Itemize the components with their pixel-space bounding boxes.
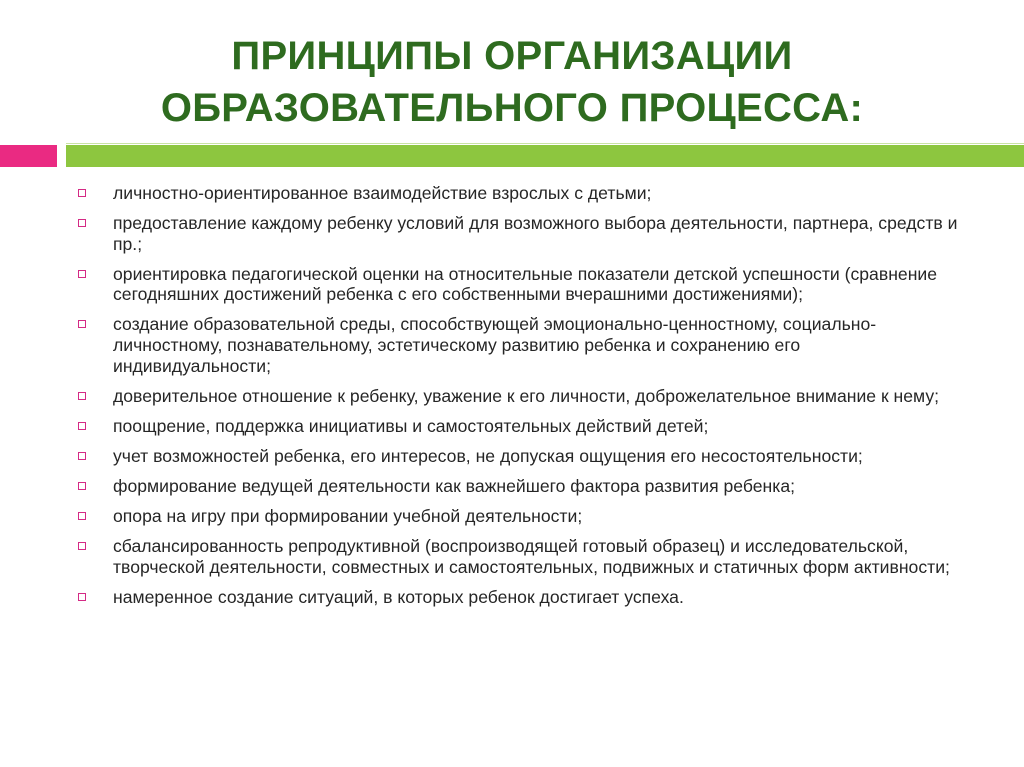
hollow-square-icon xyxy=(78,593,86,601)
hollow-square-icon xyxy=(78,542,86,550)
list-item-text: формирование ведущей деятельности как важнейшего фактора развития ребенка; xyxy=(113,476,795,497)
hollow-square-icon xyxy=(78,422,86,430)
green-accent-line xyxy=(66,143,1024,144)
list-item-text: намеренное создание ситуаций, в которых ребенок достигает успеха. xyxy=(113,586,684,607)
green-accent-bar xyxy=(66,145,1024,167)
list-item xyxy=(78,386,958,407)
list-item xyxy=(78,587,958,608)
list-item-text: предоставление каждому ребенку условий для возможного выбора деятельности, партнера, средств и пр.; xyxy=(113,213,958,254)
hollow-square-icon xyxy=(78,392,86,400)
list-item xyxy=(78,446,958,467)
slide-title-line-1: ПРИНЦИПЫ ОРГАНИЗАЦИИ xyxy=(231,34,793,78)
list-item-text: ориентировка педагогической оценки на относительные показатели детской успешности (сравнение сегодняшних достижений ребенка с его собственными вчерашними достижениями); xyxy=(113,263,938,305)
list-item-text: доверительное отношение к ребенку, уважение к его личности, доброжелательное внимание к нему; xyxy=(113,385,940,406)
list-item xyxy=(78,476,958,497)
list-item xyxy=(78,506,958,527)
list-item-text: сбалансированность репродуктивной (воспроизводящей готовый образец) и исследовательской, творческой деятельности, совместных и самостоятельных, подвижных и статичных форм активности; xyxy=(113,536,950,577)
list-item-text: учет возможностей ребенка, его интересов, не допуская ощущения его несостоятельности; xyxy=(113,445,863,466)
hollow-square-icon xyxy=(78,189,86,197)
list-item-text: поощрение, поддержка инициативы и самостоятельных действий детей; xyxy=(113,415,709,436)
hollow-square-icon xyxy=(78,452,86,460)
list-item-text: создание образовательной среды, способствующей эмоционально-ценностному, социально-личностному, познавательному, эстетическому развитию ребенка и сохранению его индивидуальности; xyxy=(113,314,877,376)
principles-list xyxy=(78,183,958,617)
hollow-square-icon xyxy=(78,482,86,490)
hollow-square-icon xyxy=(78,512,86,520)
hollow-square-icon xyxy=(78,219,86,227)
list-item-text: личностно-ориентированное взаимодействие взрослых с детьми; xyxy=(113,183,652,203)
slide-title xyxy=(60,30,964,134)
hollow-square-icon xyxy=(78,270,86,278)
list-item xyxy=(78,213,958,254)
list-item xyxy=(78,416,958,437)
list-item-text: опора на игру при формировании учебной деятельности; xyxy=(113,506,583,527)
hollow-square-icon xyxy=(78,320,86,328)
slide-title-line-2: ОБРАЗОВАТЕЛЬНОГО ПРОЦЕССА: xyxy=(160,86,864,130)
list-item xyxy=(78,536,958,577)
list-item xyxy=(78,264,958,305)
list-item xyxy=(78,314,958,376)
list-item xyxy=(78,183,958,204)
pink-accent-bar xyxy=(0,145,57,167)
